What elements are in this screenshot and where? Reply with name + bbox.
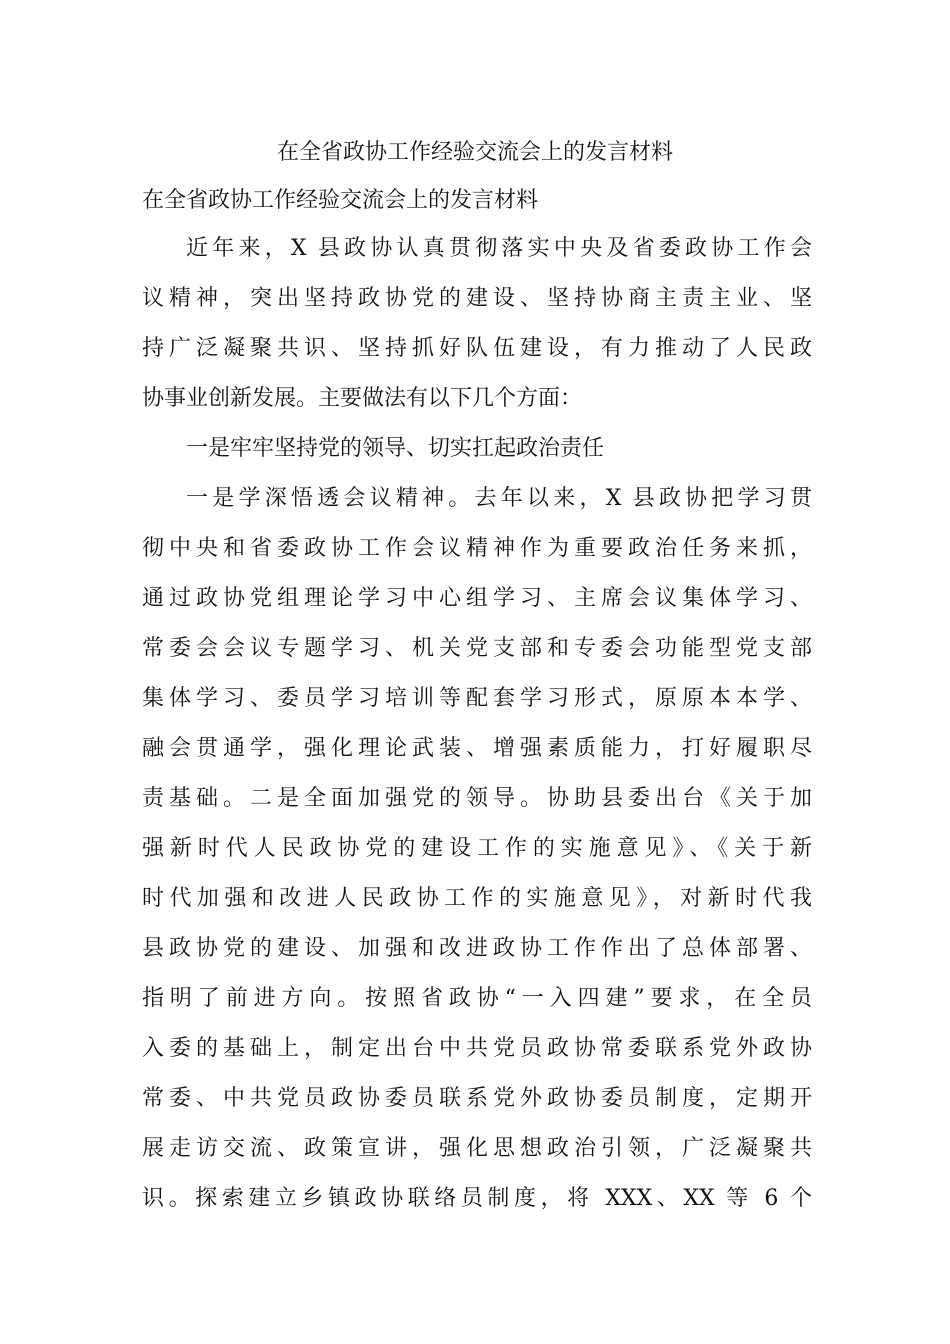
paragraph-line: 时代加强和改进人民政协工作的实施意见》，对新时代我 [142, 886, 812, 911]
paragraph-line: 指明了前进方向。按照省政协“一入四建”要求，在全员 [142, 986, 812, 1011]
paragraph-line: 持广泛凝聚共识、坚持抓好队伍建设，有力推动了人民政 [142, 336, 812, 361]
document-title: 在全省政协工作经验交流会上的发言材料 [276, 140, 673, 165]
paragraph-line: 彻中央和省委政协工作会议精神作为重要政治任务来抓， [142, 536, 812, 561]
paragraph-line: 通过政协党组理论学习中心组学习、主席会议集体学习、 [142, 586, 812, 611]
paragraph-line: 议精神，突出坚持政协党的建设、坚持协商主责主业、坚 [142, 286, 812, 311]
paragraph-line: 近年来，X 县政协认真贯彻落实中央及省委政协工作会 [186, 236, 812, 261]
paragraph-line: 展走访交流、政策宣讲，强化思想政治引领，广泛凝聚共 [142, 1136, 812, 1161]
section-heading: 一是牢牢坚持党的领导、切实扛起政治责任 [186, 436, 605, 461]
paragraph-line: 识。探索建立乡镇政协联络员制度，将 XXX、XX 等 6 个 [142, 1186, 812, 1211]
paragraph-line: 一是学深悟透会议精神。去年以来，X 县政协把学习贯 [186, 486, 812, 511]
paragraph-line: 融会贯通学，强化理论武装、增强素质能力，打好履职尽 [142, 736, 812, 761]
paragraph-line: 强新时代人民政协党的建设工作的实施意见》、《关于新 [142, 836, 812, 861]
document-subtitle: 在全省政协工作经验交流会上的发言材料 [142, 188, 539, 213]
paragraph-line: 责基础。二是全面加强党的领导。协助县委出台《关于加 [142, 786, 812, 811]
paragraph-line: 常委、中共党员政协委员联系党外政协委员制度，定期开 [142, 1086, 812, 1111]
paragraph-line: 常委会会议专题学习、机关党支部和专委会功能型党支部 [142, 636, 812, 661]
paragraph-line: 协事业创新发展。主要做法有以下几个方面： [142, 386, 583, 411]
paragraph-line: 县政协党的建设、加强和改进政协工作作出了总体部署、 [142, 936, 812, 961]
paragraph-line: 入委的基础上，制定出台中共党员政协常委联系党外政协 [142, 1036, 812, 1061]
paragraph-line: 集体学习、委员学习培训等配套学习形式，原原本本学、 [142, 686, 812, 711]
